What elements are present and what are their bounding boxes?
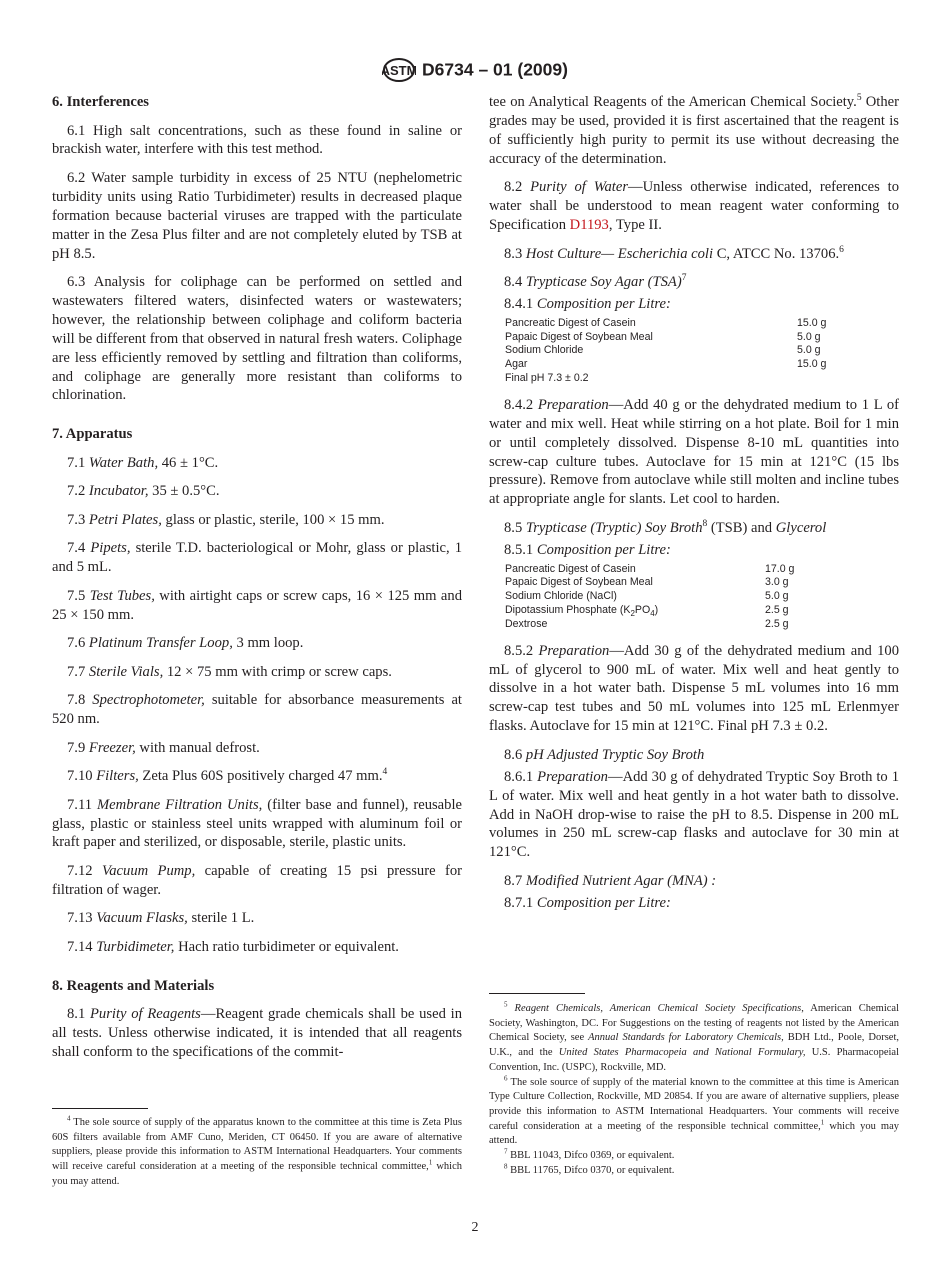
- table-row: Agar 15.0 g: [505, 358, 827, 371]
- footnote-ref[interactable]: 6: [839, 244, 844, 255]
- apparatus-item: 7.8 Spectrophotometer, suitable for absorbance measurements at 520 nm.: [52, 692, 462, 728]
- right-column: [489, 93, 899, 916]
- footnote-ref[interactable]: 7: [681, 273, 687, 284]
- footnote-ref[interactable]: 5: [856, 93, 862, 104]
- table-row: Papaic Digest of Soybean Meal 3.0 g: [505, 576, 789, 589]
- footnote-6: $^6$ The sole source of supply of the material known to the committee at this time is American Type Culture Collection, Rockville, MD 20854. If you are aware of alternative suppliers, please provide this information to ASTM International Headquarters. Your comments will receive careful consideration at a meeting of the responsible technical committee,$^1$ which you may attend.: [489, 1074, 899, 1147]
- left-column: [52, 93, 462, 1072]
- footnote-divider: [489, 993, 585, 994]
- table-row: Sodium Chloride (NaCl) 5.0 g: [505, 590, 789, 603]
- footnote-8: $^8$ BBL 11765, Difco 0370, or equivalent.: [504, 1162, 675, 1176]
- page-number: 2: [471, 1220, 479, 1235]
- section-heading-interferences: 6. Interferences: [52, 94, 149, 110]
- footnote-divider: [52, 1108, 148, 1109]
- section-heading-apparatus: 7. Apparatus: [52, 426, 133, 443]
- paragraph-6-2: 6.2 Water sample turbidity in excess of 25 NTU (nephelometric turbidity units using Ratio Turbidimeter) results in decreased plaque formation because bacterial viruses are trapped with the particulate matter in the Zesa Plus filter and are not completely eluted by TSB at pH 8.5.: [52, 169, 462, 262]
- paragraph-8-5: 8.5 Trypticase (Tryptic) Soy Broth$^8$ (TSB) and Glycerol: [504, 519, 827, 536]
- paragraph-8-6-1: 8.6.1 Preparation—Add 30 g of dehydrated Tryptic Soy Broth to 1 L of water. Mix well and heat gently in a hot water bath to dissolve. Add in NaOH drop-wise to raise the pH to 8.5. Dispense in 200 mL volumes in 250 mL screw-cap flasks and autoclave for 30 min at 121°C.: [489, 768, 899, 861]
- table-row: Dipotassium Phosphate $(K_2PO_4)$ 2.5 g: [505, 604, 789, 619]
- apparatus-item: 7.5 Test Tubes, with airtight caps or screw caps, 16 × 125 mm and 25 × 150 mm.: [52, 587, 462, 623]
- table-row: Sodium Chloride 5.0 g: [505, 344, 821, 357]
- specification-link-d1193[interactable]: D1193: [569, 217, 609, 234]
- paragraph-8-4-2: 8.4.2 Preparation—Add 40 g or the dehydrated medium to 1 L of water and mix well. Heat while stirring on a hot plate. Boil for 1 min or until completely dissolved. Dispense 8-10 mL quantities into screw-cap culture tubes. Autoclave for 15 min at 121°C (15 lbs pressure). Remove from autoclave while still molten and incline tubes at appropriate angle for slants. Let cool to harden.: [489, 396, 899, 508]
- paragraph-8-4: 8.4 Trypticase Soy Agar (TSA)$^7$: [504, 273, 687, 291]
- section-heading-reagents: 8. Reagents and Materials: [52, 977, 215, 994]
- paragraph-8-6: 8.6 pH Adjusted Tryptic Soy Broth: [504, 746, 705, 763]
- paragraph-6-3: 6.3 Analysis for coliphage can be performed on settled and wastewaters filtered waters, disinfected waters or wastewaters; however, the relationship between coliphage and coliform bacteria will be different from that observed in natural fresh waters. Coliphage are less efficiently removed by settling and filtration than coliforms, and coliphage are generally more resistant than coliforms to chlorination.: [52, 274, 462, 404]
- apparatus-item: 7.14 Turbidimeter, Hach ratio turbidimeter or equivalent.: [67, 938, 399, 955]
- apparatus-item: 7.3 Petri Plates, glass or plastic, sterile, 100 × 15 mm.: [67, 511, 385, 528]
- paragraph-8-4-1: 8.4.1 Composition per Litre:: [504, 295, 671, 312]
- apparatus-item: 7.9 Freezer, with manual defrost.: [67, 739, 260, 756]
- paragraph-8-1-continued: tee on Analytical Reagents of the American Chemical Society.$^5$ Other grades may be used, provided it is first ascertained that the reagent is of sufficiently high purity to permit its use without decreasing the accuracy of the determination.: [489, 93, 899, 167]
- page-header: [0, 56, 950, 84]
- tsb-composition-table: [505, 563, 794, 632]
- table-row: Papaic Digest of Soybean Meal 5.0 g: [505, 330, 821, 343]
- footnote-7: $^7$ BBL 11043, Difco 0369, or equivalent.: [504, 1147, 675, 1162]
- footnotes-right: [489, 1002, 899, 1178]
- footnote-5: $^5$ Reagent Chemicals, American Chemical Society Specifications, American Chemical Society, Washington, DC. For Suggestions on the testing of reagents not listed by the American Chemical Society, see Annual Standards for Laboratory Chemicals, BDH Ltd., Poole, Dorset, U.K., and the United States Pharmacopeia and National Formulary, U.S. Pharmacopeial Convention, Inc. (USPC), Rockville, MD.: [489, 1000, 900, 1073]
- apparatus-item: 7.12 Vacuum Pump, capable of creating 15 psi pressure for filtration of wager.: [52, 862, 462, 898]
- paragraph-8-2: 8.2 Purity of Water—Unless otherwise indicated, references to water shall be understood to mean reagent water conforming to Specification D1193, Type II.: [489, 179, 899, 234]
- apparatus-item: 7.7 Sterile Vials, 12 × 75 mm with crimp or screw caps.: [67, 663, 392, 680]
- table-row: Dextrose 2.5 g: [505, 617, 789, 630]
- table-row: Pancreatic Digest of Casein 17.0 g: [505, 562, 795, 575]
- table-row: Pancreatic Digest of Casein 15.0 g: [505, 316, 827, 329]
- apparatus-item: 7.13 Vacuum Flasks, sterile 1 L.: [67, 910, 255, 927]
- document-designation: D6734 – 01 (2009): [422, 59, 568, 80]
- paragraph-8-7-1: 8.7.1 Composition per Litre:: [504, 894, 671, 911]
- apparatus-item: 7.4 Pipets, sterile T.D. bacteriological or Mohr, glass or plastic, 1 and 5 mL.: [52, 540, 463, 576]
- apparatus-item: 7.11 Membrane Filtration Units, (filter base and funnel), reusable glass, plastic or stainless steel units wrapped with aluminum foil or kraft paper and sterilized, or disposable, sterile, plastic units.: [52, 796, 462, 851]
- paragraph-8-5-1: 8.5.1 Composition per Litre:: [504, 541, 671, 558]
- apparatus-item: 7.6 Platinum Transfer Loop, 3 mm loop.: [67, 635, 304, 652]
- footnote-4: $^4$ The sole source of supply of the apparatus known to the committee at this time is Zeta Plus 60S filters available from AMF Cuno, Meriden, CT 06450. If you are aware of alternative suppliers, please provide this information to ASTM International Headquarters. Your comments will receive careful consideration at a meeting of the responsible technical committee,$^1$ which you may attend.: [52, 1114, 462, 1187]
- svg-text:ASTM: ASTM: [382, 63, 417, 78]
- astm-logo-icon: [382, 56, 416, 84]
- paragraph-8-5-2: 8.5.2 Preparation—Add 30 g of the dehydrated medium and 100 mL of glycerol to 900 mL of water. Mix well and heat gently to dissolve in a hot water bath. Dispense 5 mL volumes into 16 mm screw-cap test tubes and 50 mL volumes into 125 mL Erlenmyer flasks. Autoclave for 15 min at 121°C. Final pH 7.3 ± 0.2.: [489, 642, 899, 735]
- paragraph-6-1: 6.1 High salt concentrations, such as these found in saline or brackish water, interfere with this test method.: [52, 122, 462, 158]
- apparatus-item: 7.10 Filters, Zeta Plus 60S positively charged 47 mm.$^4$: [67, 767, 388, 785]
- apparatus-item: 7.1 Water Bath, 46 ± 1°C.: [67, 454, 219, 471]
- apparatus-item: 7.2 Incubator, 35 ± 0.5°C.: [67, 483, 220, 500]
- tsa-composition-table: [505, 317, 826, 386]
- table-row: Final pH 7.3 ± 0.2: [505, 372, 589, 385]
- paragraph-8-3: 8.3 Host Culture— Escherichia coli C, ATCC No. 13706.$^6$: [504, 244, 844, 262]
- apparatus-list: [52, 454, 462, 957]
- paragraph-8-7: 8.7 Modified Nutrient Agar (MNA) :: [504, 872, 717, 889]
- paragraph-8-1: 8.1 Purity of Reagents—Reagent grade chemicals shall be used in all tests. Unless otherwise indicated, it is intended that all reagents shall conform to the specifications of the commit-: [52, 1006, 462, 1061]
- footnote-ref[interactable]: 4: [382, 767, 388, 778]
- footnote-ref[interactable]: 8: [702, 519, 708, 529]
- footnotes-left: [52, 1116, 462, 1190]
